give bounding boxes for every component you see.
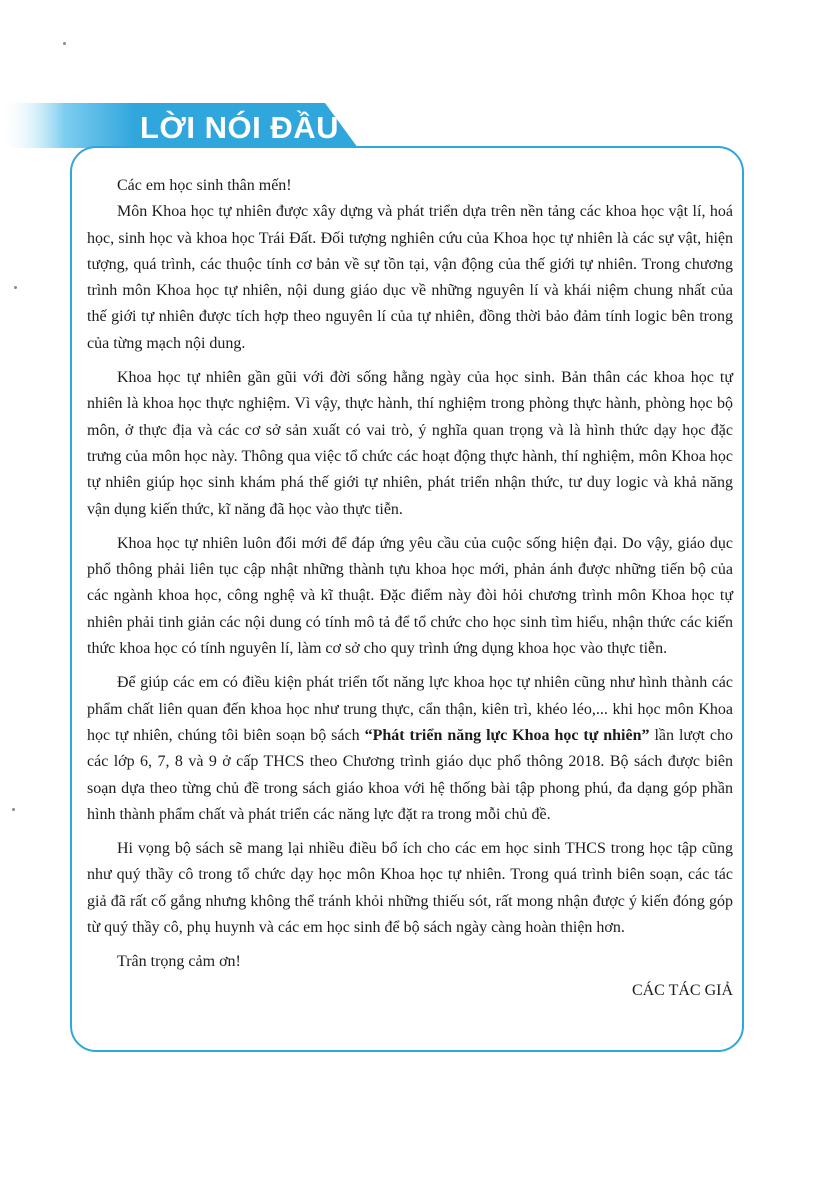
paragraph: Môn Khoa học tự nhiên được xây dựng và phát triển dựa trên nền tảng các khoa học vật lí, hoá học, sinh học và khoa học Trái Đất. Đối tượng nghiên cứu của Khoa học tự nhiên là các sự vật, hiện tượng, quá trình, các thuộc tính cơ bản về sự tồn tại, vận động của thế giới tự nhiên. Trong chương trình môn Khoa học tự nhiên, nội dung giáo dục về những nguyên lí và khái niệm chung nhất của thế giới tự nhiên được tích hợp theo nguyên lí của tự nhiên, đồng thời bảo đảm tính logic bên trong của từng mạch nội dung. xyxy=(87,203,733,352)
paragraph: Khoa học tự nhiên gần gũi với đời sống hằng ngày của học sinh. Bản thân các khoa học tự nhiên là khoa học thực nghiệm. Vì vậy, thực hành, thí nghiệm trong phòng thực hành, phòng học bộ môn, ở thực địa và các cơ sở sản xuất có vai trò, ý nghĩa quan trọng và là hình thức dạy học đặc trưng của môn học này. Thông qua việc tổ chức các hoạt động thực hành, thí nghiệm, môn Khoa học tự nhiên giúp học sinh khám phá thế giới tự nhiên, phát triển nhận thức, tư duy logic và khả năng vận dụng kiến thức, kĩ năng đã học vào thực tiễn. xyxy=(87,369,733,518)
scan-speck xyxy=(12,808,15,811)
paragraph: Hi vọng bộ sách sẽ mang lại nhiều điều bổ ích cho các em học sinh THCS trong học tập cũng như quý thầy cô trong tổ chức dạy học môn Khoa học tự nhiên. Trong quá trình biên soạn, các tác giả đã rất cố gắng nhưng không thể tránh khỏi những thiếu sót, rất mong nhận được ý kiến đóng góp từ quý thầy cô, phụ huynh và các em học sinh để bộ sách ngày càng hoàn thiện hơn. xyxy=(87,840,733,937)
closing: Trân trọng cảm ơn! xyxy=(117,953,241,971)
scan-speck xyxy=(14,286,17,289)
greeting: Các em học sinh thân mến! xyxy=(117,177,292,194)
page-title: LỜI NÓI ĐẦU xyxy=(140,110,339,145)
paragraph-text: lần lượt cho các lớp 6, 7, 8 và 9 ở cấp THCS theo Chương trình giáo dục phổ thông 2018. Bộ sách được biên soạn dựa theo từng chủ đề trong sách giáo khoa với hệ thống bài tập phong phú, đa dạng góp phần hình thành phẩm chất và phát triển các năng lực đặt ra trong mỗi chủ đề. xyxy=(87,726,734,823)
book-title: “Phát triển năng lực Khoa học tự nhiên” xyxy=(364,726,650,744)
scan-speck xyxy=(63,42,66,45)
paragraph: Khoa học tự nhiên luôn đổi mới để đáp ứng yêu cầu của cuộc sống hiện đại. Do vậy, giáo dục phổ thông phải liên tục cập nhật những thành tựu khoa học mới, phản ánh được những tiến bộ của các ngành khoa học, công nghệ và kĩ thuật. Đặc điểm này đòi hỏi chương trình môn Khoa học tự nhiên phải tinh giản các nội dung có tính mô tả để tổ chức cho học sinh tìm hiểu, nhận thức các kiến thức khoa học có tính nguyên lí, làm cơ sở cho quy trình ứng dụng khoa học vào thực tiễn. xyxy=(87,534,733,658)
foreword-body xyxy=(87,173,733,1004)
paragraph xyxy=(87,670,733,828)
paragraph-text: Để giúp các em có điều kiện phát triển tốt năng lực khoa học tự nhiên cũng như hình thành các phẩm chất liên quan đến khoa học như trung thực, cẩn thận, kiên trì, khéo léo,... khi học môn Khoa học tự nhiên, chúng tôi biên soạn bộ sách xyxy=(87,674,733,744)
signature: CÁC TÁC GIẢ xyxy=(631,981,733,999)
